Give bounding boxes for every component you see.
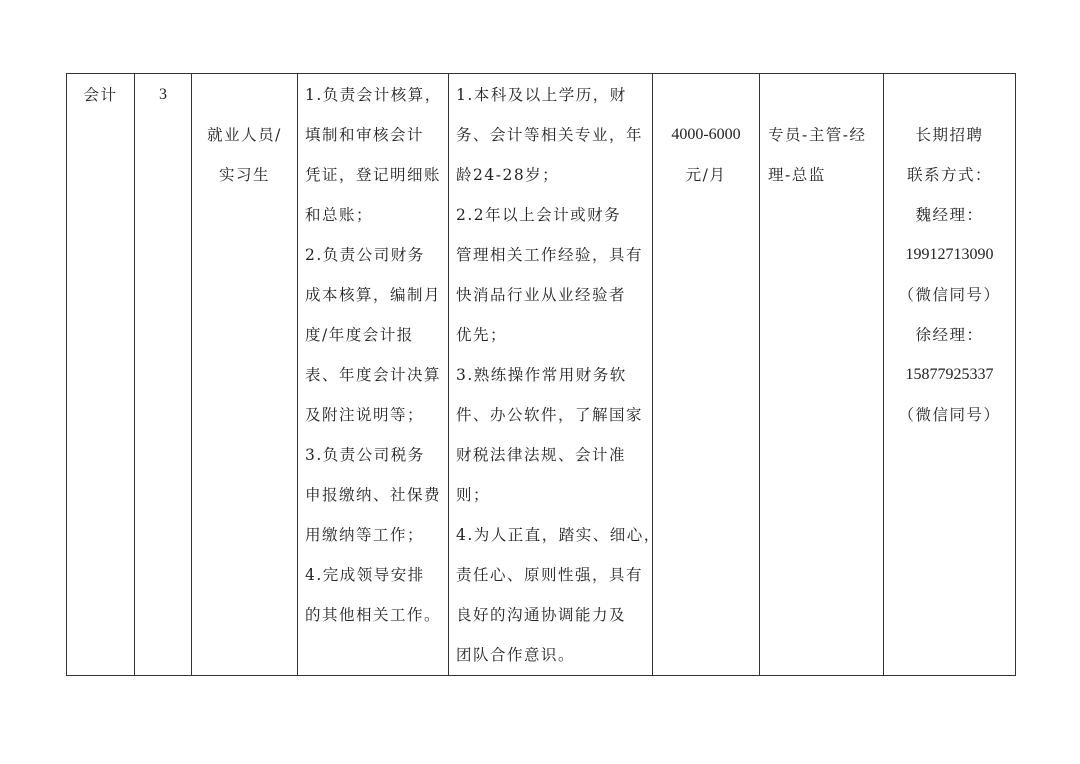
duties-line: 和总账； [305, 206, 374, 224]
headcount-text: 3 [159, 86, 167, 103]
requirements-cell [449, 74, 661, 676]
duties-line: 及附注说明等； [305, 406, 425, 424]
requirements-line: 财税法律法规、会计准 [456, 446, 627, 464]
requirements-line: 1.本科及以上学历，财 [456, 86, 627, 104]
duties-cell [298, 74, 449, 676]
duties-line: 2.负责公司财务 [305, 246, 425, 264]
contact-note: （微信同号） [898, 286, 1001, 304]
position-cell [67, 74, 135, 676]
requirements-line: 管理相关工作经验，具有 [456, 246, 644, 264]
duties-line: 申报缴纳、社保费 [305, 486, 442, 504]
requirements-line: 优先； [456, 326, 508, 344]
contact-phone: 19912713090 [905, 246, 994, 263]
contact-phone: 15877925337 [905, 366, 994, 383]
requirements-line: 团队合作意识。 [456, 646, 576, 664]
duties-line: 度/年度会计报 [305, 326, 414, 344]
recruit-status: 长期招聘 [915, 126, 984, 144]
job-table [66, 73, 1016, 676]
position-text: 会计 [83, 86, 118, 104]
requirements-line: 快消品行业从业经验者 [456, 286, 627, 304]
requirements-line: 2.2年以上会计或财务 [456, 206, 622, 224]
duties-line: 的其他相关工作。 [305, 606, 442, 624]
duties-line: 4.完成领导安排 [305, 566, 425, 584]
contact-cell [884, 74, 1016, 676]
duties-line: 1.负责会计核算， [305, 86, 442, 104]
requirements-line: 良好的沟通协调能力及 [456, 606, 627, 624]
contact-note: （微信同号） [898, 406, 1001, 424]
requirements-line: 件、办公软件，了解国家 [456, 406, 644, 424]
duties-line: 凭证，登记明细账 [305, 166, 442, 184]
requirements-line: 3.熟练操作常用财务软 [456, 366, 627, 384]
employment-type-line: 就业人员/ [207, 126, 282, 144]
requirements-line: 则； [456, 486, 491, 504]
contact-label: 联系方式： [906, 166, 992, 184]
salary-cell [653, 74, 760, 676]
duties-line: 表、年度会计决算 [305, 366, 442, 384]
career-path-line: 专员-主管-经 [768, 126, 867, 144]
duties-line: 用缴纳等工作； [305, 526, 425, 544]
requirements-line: 龄24-28岁； [456, 166, 560, 184]
table-row [67, 74, 1016, 676]
salary-unit: 元/月 [685, 166, 727, 184]
duties-line: 填制和审核会计 [305, 126, 425, 144]
career-path-line: 理-总监 [768, 166, 826, 184]
contact-name: 魏经理： [915, 206, 984, 224]
headcount-cell [135, 74, 192, 676]
requirements-line: 务、会计等相关专业，年 [456, 126, 644, 144]
contact-name: 徐经理： [915, 326, 984, 344]
requirements-line: 责任心、原则性强，具有 [456, 566, 644, 584]
duties-line: 成本核算，编制月 [305, 286, 442, 304]
career-path-cell [760, 74, 884, 676]
employment-type-cell [192, 74, 298, 676]
requirements-line: 4.为人正直，踏实、细心， [456, 526, 661, 544]
salary-range: 4000-6000 [671, 126, 741, 143]
employment-type-line: 实习生 [218, 166, 270, 184]
duties-line: 3.负责公司税务 [305, 446, 425, 464]
